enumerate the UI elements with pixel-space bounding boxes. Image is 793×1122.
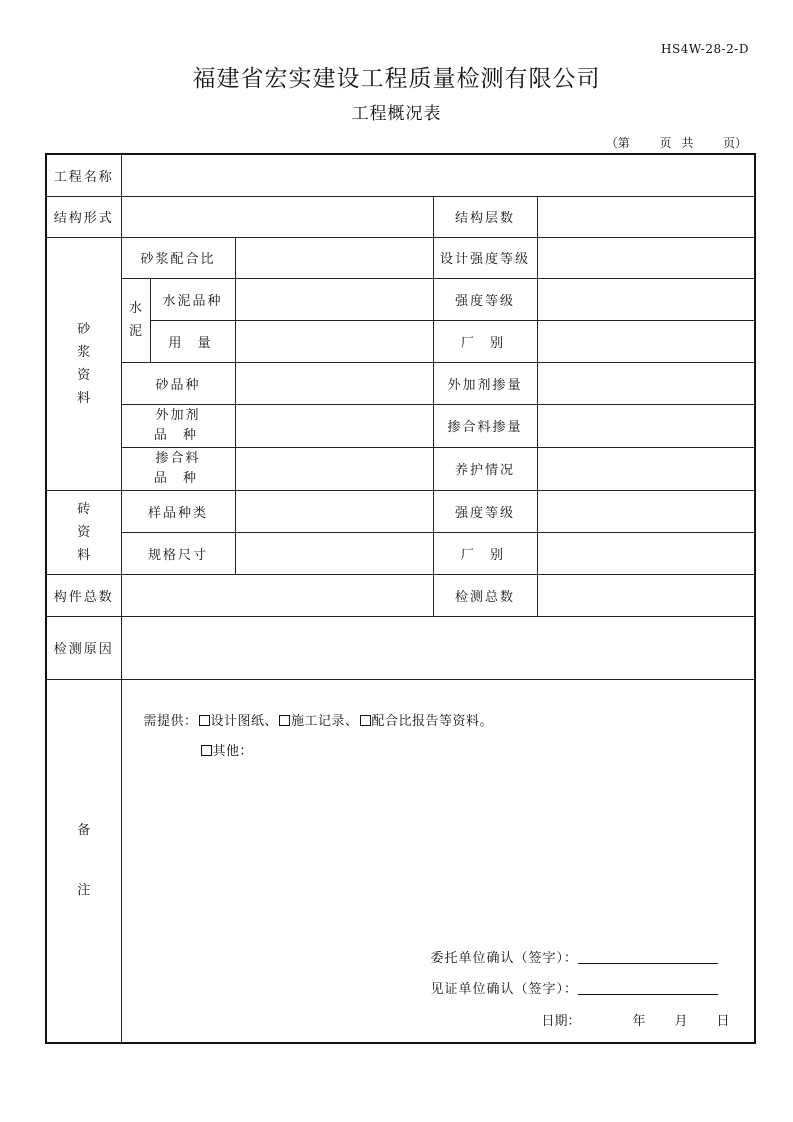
dosage-label: 用 量 bbox=[150, 320, 235, 362]
client-confirm-label: 委托单位确认（签字）： bbox=[430, 950, 579, 966]
test-reason-field[interactable] bbox=[121, 616, 755, 679]
mineral-type-line1: 掺合料 bbox=[155, 450, 201, 466]
design-grade-field[interactable] bbox=[537, 237, 755, 278]
brick-strength-field[interactable] bbox=[537, 490, 755, 532]
page-gong: 共 bbox=[681, 136, 694, 150]
form-title: 工程概况表 bbox=[351, 104, 442, 124]
page-open: （第 bbox=[605, 136, 630, 150]
sand-type-label: 砂品种 bbox=[121, 362, 235, 404]
provide-prefix: 需提供： bbox=[143, 713, 198, 729]
brick-strength-label: 强度等级 bbox=[433, 490, 537, 532]
mineral-type-line2: 品 种 bbox=[153, 470, 203, 486]
brick-factory-label: 厂 别 bbox=[433, 532, 537, 574]
provide-line bbox=[144, 710, 494, 729]
witness-confirm-label: 见证单位确认（签字）： bbox=[430, 981, 579, 997]
opt-other: 其他： bbox=[212, 743, 254, 759]
mortar-mix-field[interactable] bbox=[235, 237, 433, 278]
cement-group-label bbox=[121, 278, 150, 362]
factory-field[interactable] bbox=[537, 320, 755, 362]
project-name-field[interactable] bbox=[121, 154, 755, 196]
checkbox-design-drawings[interactable] bbox=[199, 715, 210, 726]
remarks-text: 备注 bbox=[77, 822, 91, 898]
factory-label: 厂 别 bbox=[433, 320, 537, 362]
admixture-type-line2: 品 种 bbox=[153, 427, 203, 443]
member-total-label: 构件总数 bbox=[46, 574, 121, 616]
sand-type-field[interactable] bbox=[235, 362, 433, 404]
date-day: 日 bbox=[716, 1013, 730, 1029]
form-code: HS4W-28-2-D bbox=[661, 42, 749, 56]
brick-group-label bbox=[46, 490, 121, 574]
admixture-dosage-field[interactable] bbox=[537, 362, 755, 404]
mortar-group-text: 砂浆资料 bbox=[77, 321, 91, 406]
admixture-dosage-label: 外加剂掺量 bbox=[433, 362, 537, 404]
structure-floors-label: 结构层数 bbox=[433, 196, 537, 237]
remarks-label bbox=[46, 679, 121, 1043]
brick-factory-field[interactable] bbox=[537, 532, 755, 574]
sample-type-field[interactable] bbox=[235, 490, 433, 532]
page-close: 页） bbox=[722, 136, 747, 150]
mineral-dosage-label: 掺合料掺量 bbox=[433, 404, 537, 447]
strength-grade-field[interactable] bbox=[537, 278, 755, 320]
structure-type-label: 结构形式 bbox=[46, 196, 121, 237]
date-year: 年 bbox=[632, 1013, 646, 1029]
sample-type-label: 样品种类 bbox=[121, 490, 235, 532]
curing-label: 养护情况 bbox=[433, 447, 537, 490]
cement-type-label: 水泥品种 bbox=[150, 278, 235, 320]
spec-size-field[interactable] bbox=[235, 532, 433, 574]
opt-construction-records: 施工记录、 bbox=[291, 713, 359, 729]
member-total-field[interactable] bbox=[121, 574, 433, 616]
admixture-type-field[interactable] bbox=[235, 404, 433, 447]
opt-mix-report: 配合比报告等资料。 bbox=[371, 713, 494, 729]
page-ye-1: 页 bbox=[659, 136, 672, 150]
checkbox-other[interactable] bbox=[201, 745, 212, 756]
checkbox-construction-records[interactable] bbox=[279, 715, 290, 726]
mineral-type-field[interactable] bbox=[235, 447, 433, 490]
cement-type-field[interactable] bbox=[235, 278, 433, 320]
design-grade-label: 设计强度等级 bbox=[433, 237, 537, 278]
project-overview-table bbox=[45, 153, 756, 1044]
mortar-group-label bbox=[46, 237, 121, 490]
dosage-field[interactable] bbox=[235, 320, 433, 362]
opt-design-drawings: 设计图纸、 bbox=[210, 713, 279, 729]
date-label: 日期： bbox=[541, 1013, 581, 1029]
project-name-label: 工程名称 bbox=[46, 154, 121, 196]
test-total-label: 检测总数 bbox=[433, 574, 537, 616]
test-total-field[interactable] bbox=[537, 574, 755, 616]
mineral-dosage-field[interactable] bbox=[537, 404, 755, 447]
company-title: 福建省宏实建设工程质量检测有限公司 bbox=[192, 66, 601, 92]
page-info bbox=[606, 134, 747, 151]
date-month: 月 bbox=[674, 1013, 688, 1029]
checkbox-mix-report[interactable] bbox=[360, 715, 371, 726]
curing-field[interactable] bbox=[537, 447, 755, 490]
mineral-type-label bbox=[121, 447, 235, 490]
admixture-type-label bbox=[121, 404, 235, 447]
remarks-field bbox=[121, 679, 755, 1043]
client-signature-line[interactable] bbox=[578, 963, 718, 964]
admixture-type-line1: 外加剂 bbox=[155, 407, 201, 423]
structure-floors-field[interactable] bbox=[537, 196, 755, 237]
notes-area bbox=[122, 680, 755, 1042]
other-line bbox=[200, 740, 254, 759]
brick-group-text: 砖资料 bbox=[77, 501, 91, 563]
structure-type-field[interactable] bbox=[121, 196, 433, 237]
strength-grade-label: 强度等级 bbox=[433, 278, 537, 320]
mortar-mix-label: 砂浆配合比 bbox=[121, 237, 235, 278]
cement-group-text: 水泥 bbox=[128, 301, 142, 339]
witness-signature-line[interactable] bbox=[578, 994, 718, 995]
test-reason-label: 检测原因 bbox=[46, 616, 121, 679]
spec-size-label: 规格尺寸 bbox=[121, 532, 235, 574]
